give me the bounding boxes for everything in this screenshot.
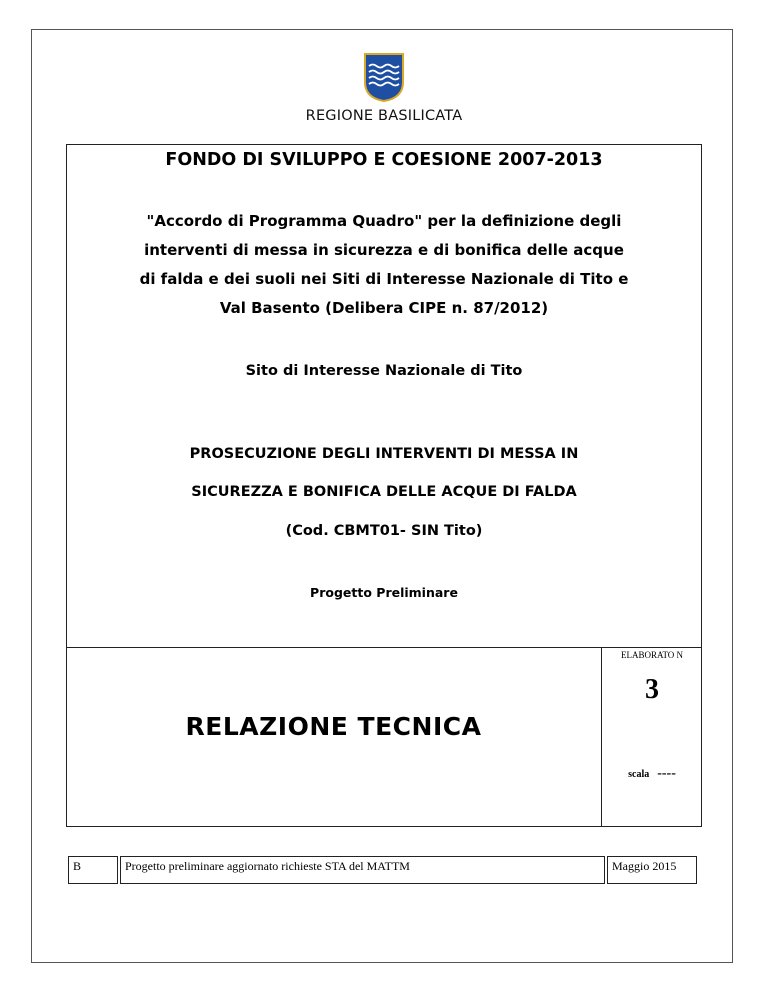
table-row [68, 856, 697, 884]
logo [0, 52, 768, 106]
elaborato-number: 3 [645, 674, 659, 705]
accordo-line: di falda e dei suoli nei Siti di Interesse Nazionale di Tito e [139, 270, 629, 288]
region-name: REGIONE BASILICATA [305, 108, 463, 124]
revision-description: Progetto preliminare aggiornato richieste STA del MATTM [120, 856, 605, 884]
revision-table [66, 854, 699, 886]
accordo-text [66, 207, 702, 323]
fund-title: FONDO DI SVILUPPO E COESIONE 2007-2013 [165, 150, 603, 170]
document-title: RELAZIONE TECNICA [185, 712, 482, 741]
scala-value: ---- [657, 766, 676, 781]
project-title-line-1: PROSECUZIONE DEGLI INTERVENTI DI MESSA IN [189, 446, 579, 462]
site-name: Sito di Interesse Nazionale di Tito [245, 363, 523, 379]
accordo-line: Val Basento (Delibera CIPE n. 87/2012) [219, 299, 549, 317]
revision-date: Maggio 2015 [607, 856, 697, 884]
accordo-line: interventi di messa in sicurezza e di bonifica delle acque [144, 241, 624, 259]
regione-basilicata-shield-icon [363, 52, 405, 102]
accordo-line: "Accordo di Programma Quadro" per la definizione degli [146, 212, 622, 230]
elaborato-label: ELABORATO N [620, 650, 684, 660]
scala [602, 764, 702, 782]
revision-code: B [68, 856, 118, 884]
scala-label: scala [628, 769, 650, 780]
project-code: (Cod. CBMT01- SIN Tito) [285, 523, 483, 539]
project-phase: Progetto Preliminare [310, 585, 458, 600]
project-title-line-2: SICUREZZA E BONIFICA DELLE ACQUE DI FALDA [191, 484, 577, 500]
